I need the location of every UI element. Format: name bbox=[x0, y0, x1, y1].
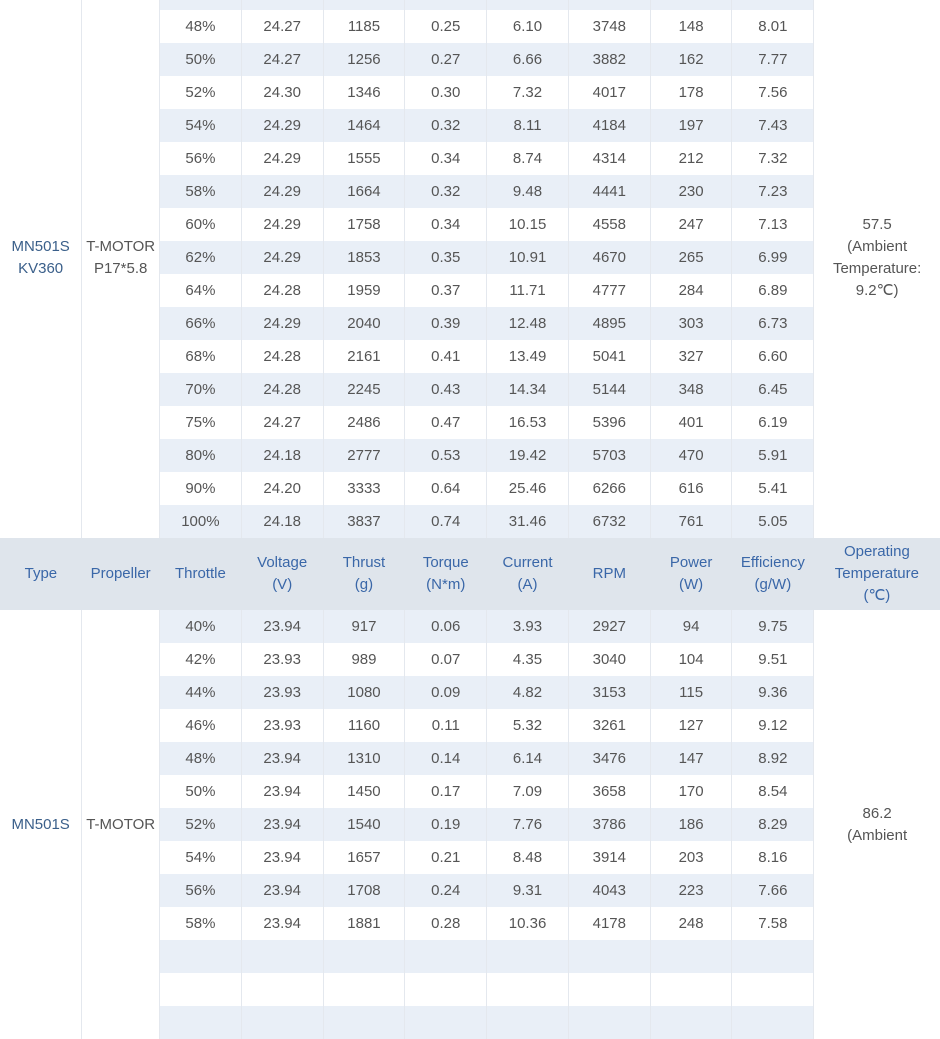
header-power bbox=[650, 538, 732, 610]
voltage-cell: 24.27 bbox=[241, 406, 323, 439]
throttle-cell bbox=[160, 940, 242, 973]
rpm-cell: 3786 bbox=[568, 808, 650, 841]
propeller-line: P17*5.8 bbox=[93, 259, 148, 277]
operating-temp-line: 86.2 bbox=[862, 804, 892, 822]
thrust-cell: 1080 bbox=[323, 676, 405, 709]
throttle-cell: 50% bbox=[160, 775, 242, 808]
torque-cell: 0.74 bbox=[405, 505, 487, 538]
header-voltage bbox=[241, 538, 323, 610]
header-temp-line: (℃) bbox=[863, 587, 891, 604]
throttle-cell: 50% bbox=[160, 43, 242, 76]
header-torque bbox=[405, 538, 487, 610]
efficiency-cell: 6.89 bbox=[732, 274, 814, 307]
current-cell: 9.48 bbox=[487, 175, 569, 208]
thrust-cell: 2161 bbox=[323, 340, 405, 373]
efficiency-cell: 9.51 bbox=[732, 643, 814, 676]
efficiency-cell: 7.43 bbox=[732, 109, 814, 142]
throttle-cell: 52% bbox=[160, 76, 242, 109]
rpm-cell: 4184 bbox=[568, 109, 650, 142]
header-power-line: Power bbox=[669, 554, 713, 571]
power-cell: 401 bbox=[650, 406, 732, 439]
torque-cell: 0.47 bbox=[405, 406, 487, 439]
efficiency-cell: 8.16 bbox=[732, 841, 814, 874]
efficiency-cell: 7.77 bbox=[732, 43, 814, 76]
throttle-cell: 66% bbox=[160, 307, 242, 340]
efficiency-cell bbox=[732, 1006, 814, 1039]
propeller-line: T-MOTOR bbox=[86, 237, 156, 255]
power-cell bbox=[650, 0, 732, 10]
propeller-cell bbox=[82, 0, 160, 538]
torque-cell bbox=[405, 940, 487, 973]
current-cell: 10.91 bbox=[487, 241, 569, 274]
header-voltage-line: Voltage bbox=[257, 554, 308, 571]
header-efficiency-line: (g/W) bbox=[754, 576, 792, 593]
throttle-cell: 70% bbox=[160, 373, 242, 406]
power-cell: 147 bbox=[650, 742, 732, 775]
torque-cell: 0.11 bbox=[405, 709, 487, 742]
motor-type-line: MN501S bbox=[11, 815, 70, 833]
rpm-cell: 3153 bbox=[568, 676, 650, 709]
rpm-cell: 4558 bbox=[568, 208, 650, 241]
header-type: Type bbox=[0, 538, 82, 610]
torque-cell: 0.64 bbox=[405, 472, 487, 505]
voltage-cell: 23.94 bbox=[241, 907, 323, 940]
current-cell: 5.32 bbox=[487, 709, 569, 742]
throttle-cell: 42% bbox=[160, 643, 242, 676]
thrust-cell: 917 bbox=[323, 610, 405, 643]
rpm-cell bbox=[568, 1006, 650, 1039]
throttle-cell: 54% bbox=[160, 841, 242, 874]
current-cell: 6.14 bbox=[487, 742, 569, 775]
power-cell: 148 bbox=[650, 10, 732, 43]
current-cell: 10.36 bbox=[487, 907, 569, 940]
voltage-cell: 23.93 bbox=[241, 643, 323, 676]
power-cell: 470 bbox=[650, 439, 732, 472]
voltage-cell: 23.94 bbox=[241, 775, 323, 808]
header-torque-line: (N*m) bbox=[426, 576, 466, 593]
throttle-cell: 68% bbox=[160, 340, 242, 373]
torque-cell: 0.21 bbox=[405, 841, 487, 874]
thrust-cell: 1853 bbox=[323, 241, 405, 274]
voltage-cell: 23.93 bbox=[241, 676, 323, 709]
power-cell: 162 bbox=[650, 43, 732, 76]
header-torque-line: Torque bbox=[422, 554, 469, 571]
thrust-cell: 2040 bbox=[323, 307, 405, 340]
thrust-cell bbox=[323, 1006, 405, 1039]
header-temp-line: Operating bbox=[843, 543, 910, 560]
power-cell: 247 bbox=[650, 208, 732, 241]
throttle-cell: 60% bbox=[160, 208, 242, 241]
header-thrust-line: (g) bbox=[354, 576, 374, 593]
current-cell bbox=[487, 973, 569, 1006]
thrust-cell: 1185 bbox=[323, 10, 405, 43]
thrust-cell: 2486 bbox=[323, 406, 405, 439]
efficiency-cell: 6.99 bbox=[732, 241, 814, 274]
power-cell: 265 bbox=[650, 241, 732, 274]
header-thrust-line: Thrust bbox=[342, 554, 386, 571]
power-cell: 616 bbox=[650, 472, 732, 505]
power-cell: 170 bbox=[650, 775, 732, 808]
efficiency-cell: 5.91 bbox=[732, 439, 814, 472]
thrust-cell: 1881 bbox=[323, 907, 405, 940]
header-current bbox=[487, 538, 569, 610]
rpm-cell: 4777 bbox=[568, 274, 650, 307]
current-cell: 6.10 bbox=[487, 10, 569, 43]
efficiency-cell: 7.58 bbox=[732, 907, 814, 940]
rpm-cell: 2927 bbox=[568, 610, 650, 643]
throttle-cell: 54% bbox=[160, 109, 242, 142]
voltage-cell: 24.29 bbox=[241, 175, 323, 208]
operating-temp-cell bbox=[814, 610, 940, 1039]
power-cell: 348 bbox=[650, 373, 732, 406]
torque-cell: 0.39 bbox=[405, 307, 487, 340]
current-cell bbox=[487, 0, 569, 10]
thrust-cell: 3837 bbox=[323, 505, 405, 538]
power-cell bbox=[650, 940, 732, 973]
efficiency-cell: 8.01 bbox=[732, 10, 814, 43]
current-cell: 6.66 bbox=[487, 43, 569, 76]
current-cell: 8.11 bbox=[487, 109, 569, 142]
torque-cell: 0.41 bbox=[405, 340, 487, 373]
torque-cell bbox=[405, 973, 487, 1006]
header-power-line: (W) bbox=[679, 576, 704, 593]
throttle-cell: 58% bbox=[160, 907, 242, 940]
rpm-cell: 4043 bbox=[568, 874, 650, 907]
thrust-cell bbox=[323, 973, 405, 1006]
torque-cell: 0.34 bbox=[405, 208, 487, 241]
motor-type-line: KV360 bbox=[18, 259, 64, 277]
voltage-cell: 24.28 bbox=[241, 340, 323, 373]
power-cell: 303 bbox=[650, 307, 732, 340]
rpm-cell: 4017 bbox=[568, 76, 650, 109]
rpm-cell: 3040 bbox=[568, 643, 650, 676]
current-cell: 3.93 bbox=[487, 610, 569, 643]
current-cell: 7.32 bbox=[487, 76, 569, 109]
operating-temp-line: 57.5 bbox=[862, 215, 892, 233]
power-cell: 197 bbox=[650, 109, 732, 142]
throttle-cell bbox=[160, 973, 242, 1006]
power-cell bbox=[650, 973, 732, 1006]
rpm-cell: 4178 bbox=[568, 907, 650, 940]
torque-cell: 0.35 bbox=[405, 241, 487, 274]
efficiency-cell: 5.41 bbox=[732, 472, 814, 505]
thrust-cell: 1555 bbox=[323, 142, 405, 175]
thrust-cell: 1256 bbox=[323, 43, 405, 76]
header-thrust bbox=[323, 538, 405, 610]
header-current-line: Current bbox=[502, 554, 553, 571]
current-cell: 4.35 bbox=[487, 643, 569, 676]
current-cell: 25.46 bbox=[487, 472, 569, 505]
current-cell: 12.48 bbox=[487, 307, 569, 340]
power-cell: 248 bbox=[650, 907, 732, 940]
current-cell: 10.15 bbox=[487, 208, 569, 241]
efficiency-cell: 6.45 bbox=[732, 373, 814, 406]
operating-temp-line: Temperature: bbox=[832, 259, 922, 277]
rpm-cell: 3261 bbox=[568, 709, 650, 742]
rpm-cell: 6266 bbox=[568, 472, 650, 505]
rpm-cell: 3914 bbox=[568, 841, 650, 874]
voltage-cell bbox=[241, 1006, 323, 1039]
torque-cell: 0.53 bbox=[405, 439, 487, 472]
throttle-cell: 62% bbox=[160, 241, 242, 274]
voltage-cell: 24.18 bbox=[241, 505, 323, 538]
efficiency-cell bbox=[732, 973, 814, 1006]
power-cell: 186 bbox=[650, 808, 732, 841]
efficiency-cell: 7.66 bbox=[732, 874, 814, 907]
table-row bbox=[0, 0, 940, 10]
operating-temp-line: (Ambient bbox=[847, 826, 908, 844]
rpm-cell: 4670 bbox=[568, 241, 650, 274]
efficiency-cell: 7.13 bbox=[732, 208, 814, 241]
throttle-cell: 56% bbox=[160, 142, 242, 175]
power-cell: 203 bbox=[650, 841, 732, 874]
rpm-cell: 3476 bbox=[568, 742, 650, 775]
thrust-cell: 1450 bbox=[323, 775, 405, 808]
motor-type-line: MN501S bbox=[11, 237, 70, 255]
current-cell: 7.76 bbox=[487, 808, 569, 841]
efficiency-cell: 6.73 bbox=[732, 307, 814, 340]
rpm-cell: 3882 bbox=[568, 43, 650, 76]
power-cell: 127 bbox=[650, 709, 732, 742]
rpm-cell: 5041 bbox=[568, 340, 650, 373]
throttle-cell: 56% bbox=[160, 874, 242, 907]
throttle-cell: 100% bbox=[160, 505, 242, 538]
efficiency-cell bbox=[732, 940, 814, 973]
efficiency-cell: 9.75 bbox=[732, 610, 814, 643]
voltage-cell: 24.29 bbox=[241, 241, 323, 274]
thrust-cell: 1540 bbox=[323, 808, 405, 841]
voltage-cell: 24.29 bbox=[241, 142, 323, 175]
power-cell: 230 bbox=[650, 175, 732, 208]
header-current-line: (A) bbox=[517, 576, 538, 593]
thrust-cell: 1464 bbox=[323, 109, 405, 142]
power-cell: 223 bbox=[650, 874, 732, 907]
power-cell: 761 bbox=[650, 505, 732, 538]
voltage-cell: 23.94 bbox=[241, 742, 323, 775]
current-cell: 13.49 bbox=[487, 340, 569, 373]
torque-cell: 0.34 bbox=[405, 142, 487, 175]
power-cell: 212 bbox=[650, 142, 732, 175]
torque-cell: 0.06 bbox=[405, 610, 487, 643]
voltage-cell: 24.27 bbox=[241, 43, 323, 76]
thrust-cell: 1160 bbox=[323, 709, 405, 742]
voltage-cell: 23.94 bbox=[241, 841, 323, 874]
operating-temp-line: (Ambient bbox=[847, 237, 908, 255]
voltage-cell: 24.20 bbox=[241, 472, 323, 505]
propeller-cell bbox=[82, 610, 160, 1039]
torque-cell: 0.30 bbox=[405, 76, 487, 109]
header-temp-line: Temperature bbox=[834, 565, 919, 582]
torque-cell: 0.43 bbox=[405, 373, 487, 406]
current-cell bbox=[487, 1006, 569, 1039]
efficiency-cell: 8.92 bbox=[732, 742, 814, 775]
rpm-cell: 4441 bbox=[568, 175, 650, 208]
throttle-cell: 48% bbox=[160, 10, 242, 43]
voltage-cell: 24.27 bbox=[241, 10, 323, 43]
throttle-cell: 58% bbox=[160, 175, 242, 208]
power-cell: 104 bbox=[650, 643, 732, 676]
efficiency-cell bbox=[732, 0, 814, 10]
efficiency-cell: 7.23 bbox=[732, 175, 814, 208]
current-cell: 16.53 bbox=[487, 406, 569, 439]
throttle-cell bbox=[160, 0, 242, 10]
torque-cell: 0.32 bbox=[405, 109, 487, 142]
rpm-cell: 3658 bbox=[568, 775, 650, 808]
torque-cell bbox=[405, 0, 487, 10]
voltage-cell: 24.29 bbox=[241, 307, 323, 340]
torque-cell: 0.27 bbox=[405, 43, 487, 76]
torque-cell: 0.24 bbox=[405, 874, 487, 907]
torque-cell bbox=[405, 1006, 487, 1039]
power-cell: 94 bbox=[650, 610, 732, 643]
torque-cell: 0.25 bbox=[405, 10, 487, 43]
current-cell: 7.09 bbox=[487, 775, 569, 808]
table-header-row bbox=[0, 538, 940, 610]
power-cell: 115 bbox=[650, 676, 732, 709]
voltage-cell bbox=[241, 973, 323, 1006]
header-voltage-line: (V) bbox=[272, 576, 293, 593]
thrust-cell: 989 bbox=[323, 643, 405, 676]
throttle-cell: 52% bbox=[160, 808, 242, 841]
voltage-cell: 23.93 bbox=[241, 709, 323, 742]
voltage-cell: 23.94 bbox=[241, 610, 323, 643]
thrust-cell: 2777 bbox=[323, 439, 405, 472]
torque-cell: 0.37 bbox=[405, 274, 487, 307]
throttle-cell: 46% bbox=[160, 709, 242, 742]
efficiency-cell: 7.32 bbox=[732, 142, 814, 175]
header-throttle: Throttle bbox=[160, 538, 242, 610]
thrust-cell: 1959 bbox=[323, 274, 405, 307]
rpm-cell: 5703 bbox=[568, 439, 650, 472]
rpm-cell bbox=[568, 973, 650, 1006]
rpm-cell bbox=[568, 0, 650, 10]
throttle-cell: 80% bbox=[160, 439, 242, 472]
current-cell: 8.74 bbox=[487, 142, 569, 175]
rpm-cell: 5144 bbox=[568, 373, 650, 406]
efficiency-cell: 6.19 bbox=[732, 406, 814, 439]
efficiency-cell: 8.29 bbox=[732, 808, 814, 841]
rpm-cell: 4314 bbox=[568, 142, 650, 175]
efficiency-cell: 7.56 bbox=[732, 76, 814, 109]
voltage-cell bbox=[241, 940, 323, 973]
rpm-cell bbox=[568, 940, 650, 973]
voltage-cell: 23.94 bbox=[241, 874, 323, 907]
efficiency-cell: 6.60 bbox=[732, 340, 814, 373]
thrust-cell: 1310 bbox=[323, 742, 405, 775]
motor-type-cell bbox=[0, 610, 82, 1039]
voltage-cell: 24.29 bbox=[241, 208, 323, 241]
power-cell: 327 bbox=[650, 340, 732, 373]
voltage-cell: 24.28 bbox=[241, 373, 323, 406]
throttle-cell bbox=[160, 1006, 242, 1039]
header-efficiency bbox=[732, 538, 814, 610]
throttle-cell: 64% bbox=[160, 274, 242, 307]
current-cell: 14.34 bbox=[487, 373, 569, 406]
thrust-cell: 2245 bbox=[323, 373, 405, 406]
current-cell: 4.82 bbox=[487, 676, 569, 709]
motor-type-cell bbox=[0, 0, 82, 538]
torque-cell: 0.19 bbox=[405, 808, 487, 841]
torque-cell: 0.32 bbox=[405, 175, 487, 208]
thrust-cell: 1758 bbox=[323, 208, 405, 241]
voltage-cell: 24.29 bbox=[241, 109, 323, 142]
throttle-cell: 90% bbox=[160, 472, 242, 505]
torque-cell: 0.14 bbox=[405, 742, 487, 775]
table-row bbox=[0, 610, 940, 643]
operating-temp-cell bbox=[814, 0, 940, 538]
throttle-cell: 48% bbox=[160, 742, 242, 775]
voltage-cell: 24.18 bbox=[241, 439, 323, 472]
torque-cell: 0.09 bbox=[405, 676, 487, 709]
rpm-cell: 5396 bbox=[568, 406, 650, 439]
voltage-cell bbox=[241, 0, 323, 10]
efficiency-cell: 9.12 bbox=[732, 709, 814, 742]
voltage-cell: 23.94 bbox=[241, 808, 323, 841]
header-temp bbox=[814, 538, 940, 610]
header-propeller: Propeller bbox=[82, 538, 160, 610]
current-cell: 11.71 bbox=[487, 274, 569, 307]
rpm-cell: 6732 bbox=[568, 505, 650, 538]
thrust-cell: 1346 bbox=[323, 76, 405, 109]
current-cell: 8.48 bbox=[487, 841, 569, 874]
current-cell: 9.31 bbox=[487, 874, 569, 907]
torque-cell: 0.07 bbox=[405, 643, 487, 676]
efficiency-cell: 5.05 bbox=[732, 505, 814, 538]
thrust-cell: 1657 bbox=[323, 841, 405, 874]
current-cell: 31.46 bbox=[487, 505, 569, 538]
efficiency-cell: 9.36 bbox=[732, 676, 814, 709]
rpm-cell: 4895 bbox=[568, 307, 650, 340]
rpm-cell: 3748 bbox=[568, 10, 650, 43]
current-cell: 19.42 bbox=[487, 439, 569, 472]
throttle-cell: 75% bbox=[160, 406, 242, 439]
torque-cell: 0.28 bbox=[405, 907, 487, 940]
thrust-cell: 1664 bbox=[323, 175, 405, 208]
power-cell: 284 bbox=[650, 274, 732, 307]
thrust-cell bbox=[323, 0, 405, 10]
power-cell bbox=[650, 1006, 732, 1039]
torque-cell: 0.17 bbox=[405, 775, 487, 808]
voltage-cell: 24.28 bbox=[241, 274, 323, 307]
header-efficiency-line: Efficiency bbox=[740, 554, 805, 571]
current-cell bbox=[487, 940, 569, 973]
thrust-cell: 1708 bbox=[323, 874, 405, 907]
throttle-cell: 44% bbox=[160, 676, 242, 709]
header-rpm: RPM bbox=[568, 538, 650, 610]
power-cell: 178 bbox=[650, 76, 732, 109]
voltage-cell: 24.30 bbox=[241, 76, 323, 109]
thrust-cell: 3333 bbox=[323, 472, 405, 505]
thrust-cell bbox=[323, 940, 405, 973]
efficiency-cell: 8.54 bbox=[732, 775, 814, 808]
throttle-cell: 40% bbox=[160, 610, 242, 643]
propeller-line: T-MOTOR bbox=[86, 815, 156, 833]
operating-temp-line: 9.2℃) bbox=[855, 281, 899, 299]
